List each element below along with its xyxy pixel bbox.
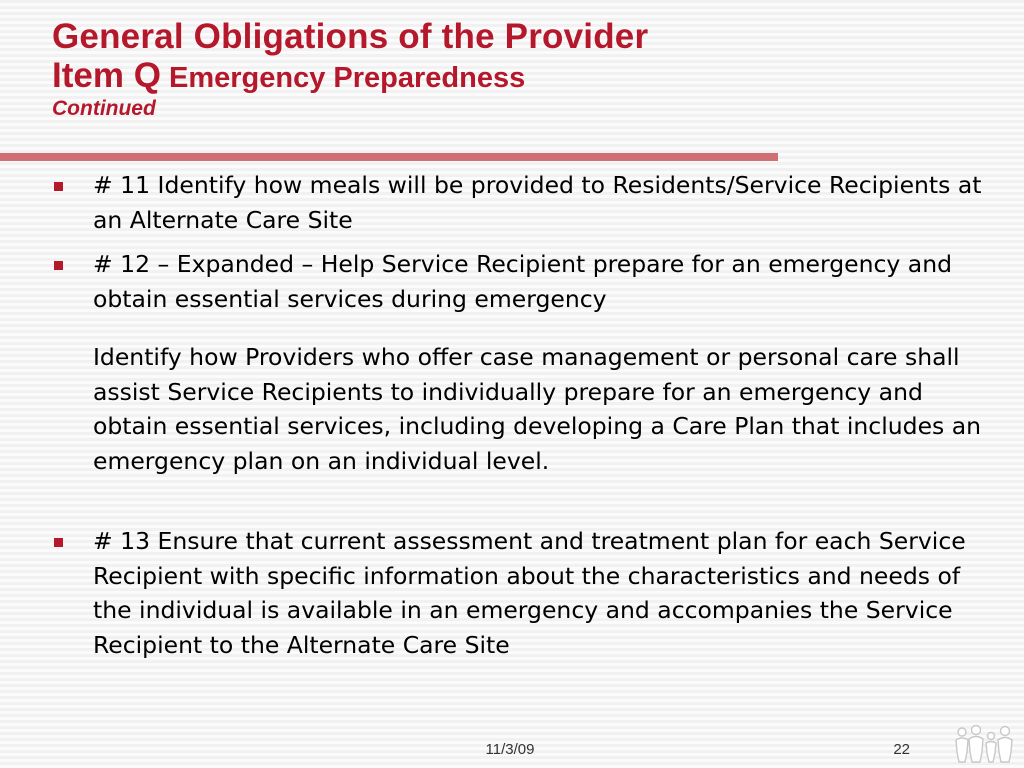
bullet-item-12: [48, 247, 998, 316]
title-divider: [0, 153, 778, 161]
bullet-12-detail-paragraph: Identify how Providers who offer case management or personal care shall assist Service Recipients to individually prepare for an emergency and obtain essential services, including developing a Care Plan that includes an emergency plan on an individual level.: [93, 343, 982, 475]
footer-date: 11/3/09: [485, 741, 535, 758]
family-figures-icon: [952, 722, 1016, 764]
slide-title: [52, 18, 648, 120]
bullet-text: # 12 – Expanded – Help Service Recipient prepare for an emergency and obtain essential services during emergency: [93, 250, 953, 313]
square-bullet-icon: [54, 261, 63, 270]
title-item-topic: Emergency Preparedness: [160, 61, 526, 94]
title-line-2: [52, 57, 648, 96]
square-bullet-icon: [54, 538, 63, 547]
footer-page-number: 22: [893, 741, 910, 758]
bullet-item-11: [48, 168, 998, 237]
title-continued: Continued: [52, 97, 156, 120]
square-bullet-icon: [54, 182, 63, 191]
bullet-text: # 11 Identify how meals will be provided to Residents/Service Recipients at an Alternate Care Site: [93, 171, 982, 234]
bullet-text: # 13 Ensure that current assessment and treatment plan for each Service Recipient with specific information about the characteristics and needs of the individual is available in an emergency and accompanies the Service Recipient to the Alternate Care Site: [93, 527, 966, 659]
title-item-label: Item Q: [52, 55, 161, 95]
slide-body: [48, 168, 998, 662]
title-line-1: General Obligations of the Provider: [52, 17, 649, 56]
bullet-item-13: [48, 524, 998, 662]
